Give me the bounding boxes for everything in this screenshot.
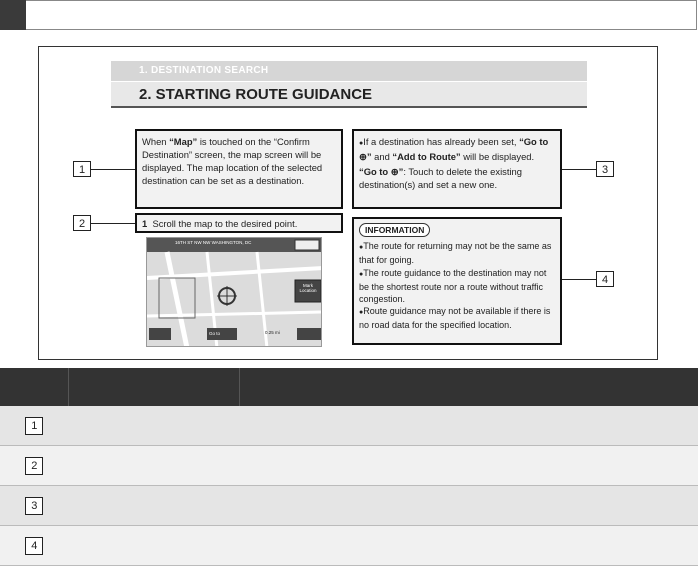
- table-row: [0, 446, 698, 486]
- legend-name-cell: [69, 406, 240, 446]
- text-box-2: [135, 213, 343, 233]
- header-bar: [0, 0, 698, 30]
- callout-1: 1: [73, 161, 91, 177]
- box3-text-a: If a destination has already been set,: [363, 136, 520, 147]
- legend-number-2: 2: [25, 457, 43, 475]
- text-box-1: [135, 129, 343, 209]
- legend-number-cell: [0, 486, 69, 526]
- legend-number-cell: [0, 526, 69, 566]
- leader-line-3: [562, 169, 596, 170]
- legend-number-4: 4: [25, 537, 43, 555]
- box3-text-d: : Touch to delete the existing destination(s) and set a new one.: [359, 166, 522, 190]
- map-screenshot: [146, 237, 322, 347]
- box1-text-a: When: [142, 136, 170, 147]
- text-box-3: [352, 129, 562, 209]
- legend-number-3: 3: [25, 497, 43, 515]
- legend-function-cell: [240, 406, 698, 446]
- legend-table: [0, 368, 698, 566]
- legend-number-cell: [0, 406, 69, 446]
- header-marker: [0, 0, 26, 30]
- map-mark-button: Mark Location: [299, 283, 317, 293]
- leader-line-2: [91, 223, 135, 224]
- callout-4: 4: [596, 271, 614, 287]
- leader-line-1: [91, 169, 135, 170]
- information-title: INFORMATION: [359, 223, 430, 237]
- leader-line-4: [562, 279, 596, 280]
- legend-header-no: [0, 368, 69, 406]
- legend-function-cell: [240, 446, 698, 486]
- legend-function-cell: [240, 526, 698, 566]
- map-street-label: 16TH ST NW NW WASHINGTON, DC: [175, 240, 252, 245]
- legend-function-cell: [240, 486, 698, 526]
- legend-header-row: [0, 368, 698, 406]
- legend-name-cell: [69, 526, 240, 566]
- callout-3: 3: [596, 161, 614, 177]
- text-box-4: [352, 217, 562, 345]
- legend-number-1: 1: [25, 417, 43, 435]
- info-item-1: ● The route for returning may not be the same as that for going.: [359, 240, 555, 266]
- section-label: 1. DESTINATION SEARCH: [111, 61, 587, 81]
- legend-header-function: [240, 368, 698, 406]
- step-text: Scroll the map to the desired point.: [152, 218, 298, 229]
- info-item-2: ● The route guidance to the destination may not be the shortest route nor a route without traffic congestion.: [359, 267, 555, 306]
- section-title: 2. STARTING ROUTE GUIDANCE: [111, 82, 587, 108]
- box3-bold-goto-2: “Go to ⊕”: [359, 166, 404, 177]
- box3-text-b: and: [371, 151, 393, 162]
- box3-bold-add: “Add to Route”: [392, 151, 461, 162]
- box1-bold-map: “Map”: [169, 136, 198, 147]
- legend-name-cell: [69, 486, 240, 526]
- table-row: [0, 526, 698, 566]
- step-number: 1: [142, 218, 148, 229]
- legend-number-cell: [0, 446, 69, 486]
- table-row: [0, 486, 698, 526]
- box1-text-b: is touched on the “Confirm Destination” screen, the map screen will be displayed. The map location of the selected destination can be set as a destination.: [142, 136, 323, 186]
- map-scale: 0.25 mi: [265, 330, 280, 335]
- map-go-button: Go to: [209, 331, 221, 336]
- box3-bold-goto: “Go to ⊕”: [359, 136, 549, 162]
- screenshot-figure: [38, 46, 658, 360]
- box3-goto-note: [359, 165, 555, 191]
- header-rule: [26, 0, 697, 30]
- legend-name-cell: [69, 446, 240, 486]
- callout-2: 2: [73, 215, 91, 231]
- table-row: [0, 406, 698, 446]
- box3-text-c: will be displayed.: [460, 151, 535, 162]
- legend-header-name: [69, 368, 240, 406]
- box3-bullet: [359, 135, 555, 163]
- info-item-3: ● Route guidance may not be available if there is no road data for the specified location.: [359, 305, 555, 331]
